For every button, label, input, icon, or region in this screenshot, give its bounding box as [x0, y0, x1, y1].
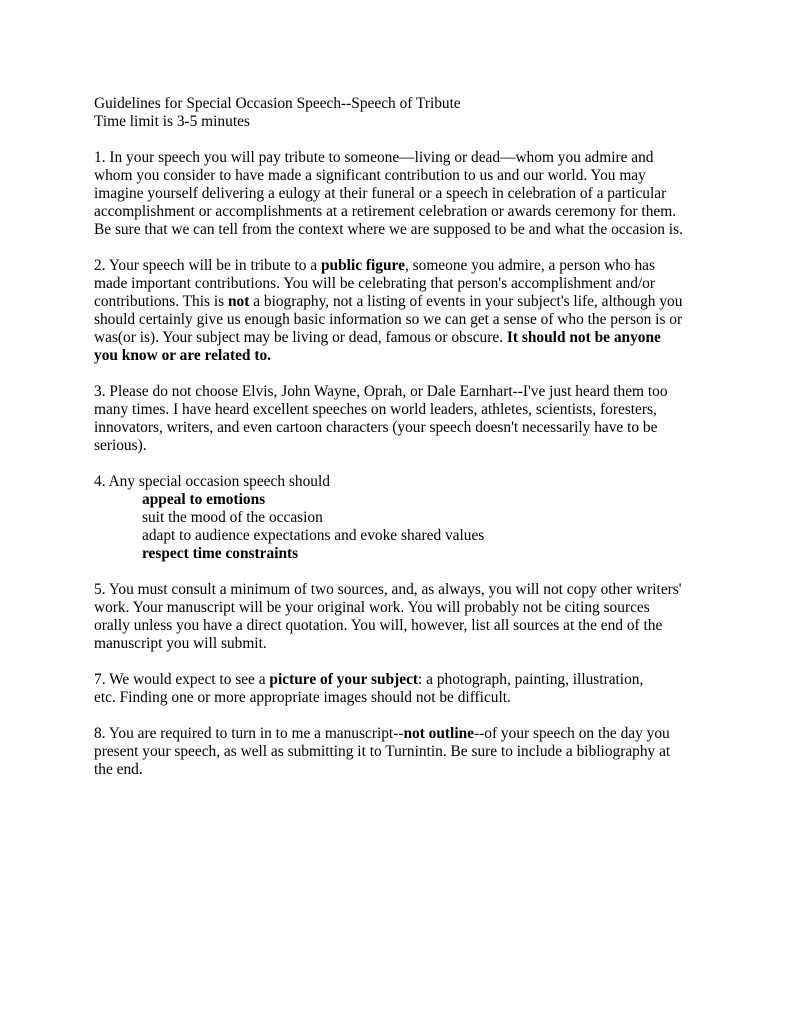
emphasis-not-outline: not outline	[403, 725, 475, 742]
paragraph-line: whom you consider to have made a significant contribution to us and our world. You may	[94, 167, 646, 184]
paragraph-1	[94, 149, 704, 239]
paragraph-4	[94, 473, 704, 563]
paragraph-line: present your speech, as well as submitting it to Turnintin. Be sure to include a bibliography at	[94, 743, 671, 760]
paragraph-line: serious).	[94, 437, 147, 454]
paragraph-8	[94, 725, 704, 779]
document-page	[94, 95, 704, 779]
list-item: respect time constraints	[142, 545, 299, 562]
list-item: suit the mood of the occasion	[142, 509, 323, 526]
paragraph-line: contributions. This is not a biography, not a listing of events in your subject's life, although you	[94, 293, 683, 310]
paragraph-line: manuscript you will submit.	[94, 635, 267, 652]
paragraph-5	[94, 581, 704, 653]
list-item: appeal to emotions	[142, 491, 266, 508]
paragraph-line: many times. I have heard excellent speeches on world leaders, athletes, scientists, foresters,	[94, 401, 657, 418]
emphasis-not-anyone: It should not be anyone	[506, 329, 661, 346]
paragraph-line: was(or is). Your subject may be living or dead, famous or obscure. It should not be anyone	[94, 329, 661, 346]
emphasis-picture: picture of your subject	[269, 671, 419, 688]
paragraph-line: 2. Your speech will be in tribute to a public figure, someone you admire, a person who has	[94, 257, 655, 274]
emphasis-not: not	[227, 293, 250, 310]
paragraph-2	[94, 257, 704, 365]
time-limit: Time limit is 3-5 minutes	[94, 113, 250, 130]
paragraph-line: made important contributions. You will be celebrating that person's accomplishment and/or	[94, 275, 655, 292]
document-title: Guidelines for Special Occasion Speech--Speech of Tribute	[94, 95, 461, 112]
emphasis-know-related: you know or are related to.	[94, 347, 271, 364]
paragraph-3	[94, 383, 704, 455]
paragraph-line: the end.	[94, 761, 143, 778]
paragraph-line: 7. We would expect to see a picture of your subject: a photograph, painting, illustration,	[94, 671, 644, 688]
paragraph-line: Be sure that we can tell from the context where we are supposed to be and what the occasion is.	[94, 221, 683, 238]
paragraph-line: accomplishment or accomplishments at a retirement celebration or awards ceremony for them.	[94, 203, 677, 220]
paragraph-line: orally unless you have a direct quotation. You will, however, list all sources at the end of the	[94, 617, 663, 634]
paragraph-line: 8. You are required to turn in to me a manuscript--not outline--of your speech on the day you	[94, 725, 670, 742]
emphasis-public-figure: public figure	[320, 257, 405, 274]
paragraph-line: etc. Finding one or more appropriate images should not be difficult.	[94, 689, 511, 706]
paragraph-line: 5. You must consult a minimum of two sources, and, as always, you will not copy other writers'	[94, 581, 682, 598]
paragraph-line: 1. In your speech you will pay tribute to someone—living or dead—whom you admire and	[94, 149, 654, 166]
paragraph-line: should certainly give us enough basic information so we can get a sense of who the person is or	[94, 311, 683, 328]
paragraph-line: innovators, writers, and even cartoon characters (your speech doesn't necessarily have to be	[94, 419, 658, 436]
paragraph-line: 3. Please do not choose Elvis, John Wayne, Oprah, or Dale Earnhart--I've just heard them too	[94, 383, 668, 400]
paragraph-line: work. Your manuscript will be your original work. You will probably not be citing sources	[94, 599, 650, 616]
paragraph-line: 4. Any special occasion speech should	[94, 473, 330, 490]
list-item: adapt to audience expectations and evoke shared values	[142, 527, 485, 544]
paragraph-line	[94, 347, 704, 365]
paragraph-7	[94, 671, 704, 707]
document-header	[94, 95, 704, 131]
paragraph-line: imagine yourself delivering a eulogy at their funeral or a speech in celebration of a particular	[94, 185, 667, 202]
